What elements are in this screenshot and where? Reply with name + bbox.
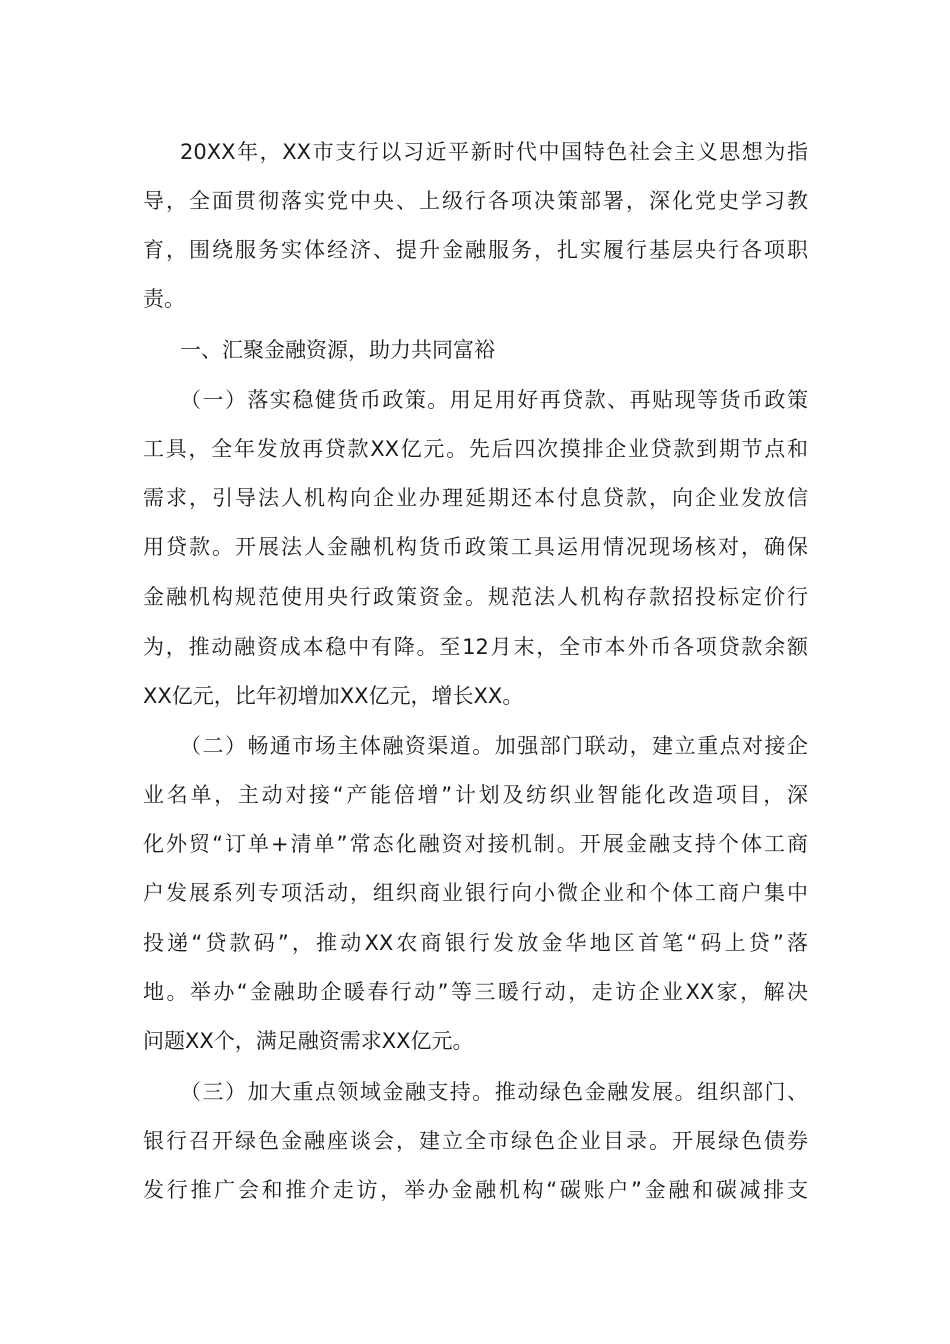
subsection-1-line: 为，推动融资成本稳中有降。至12月末，全市本外币各项贷款余额	[143, 635, 808, 659]
subsection-2-line: （二）畅通市场主体融资渠道。加强部门联动，建立重点对接企	[180, 734, 808, 758]
subsection-1-line: （一）落实稳健货币政策。用足用好再贷款、再贴现等货币政策	[180, 388, 808, 412]
intro-line: 责。	[143, 287, 185, 311]
section-heading: 一、汇聚金融资源，助力共同富裕	[180, 338, 495, 362]
subsection-2-line: 投递“贷款码”，推动XX农商银行发放金华地区首笔“码上贷”落	[143, 931, 808, 955]
subsection-2-line: 户发展系列专项活动，组织商业银行向小微企业和个体工商户集中	[143, 881, 808, 905]
subsection-3-line: 银行召开绿色金融座谈会，建立全市绿色企业目录。开展绿色债券	[143, 1129, 808, 1153]
subsection-3-line: 发行推广会和推介走访，举办金融机构“碳账户”金融和碳减排支	[143, 1178, 808, 1202]
subsection-1-line: 金融机构规范使用央行政策资金。规范法人机构存款招投标定价行	[143, 585, 808, 609]
subsection-2-line: 地。举办“金融助企暖春行动”等三暖行动，走访企业XX家，解决	[143, 980, 808, 1004]
subsection-2-line: 业名单，主动对接“产能倍增”计划及纺织业智能化改造项目，深	[143, 783, 808, 807]
subsection-1-line: 工具，全年发放再贷款XX亿元。先后四次摸排企业贷款到期节点和	[143, 437, 808, 461]
intro-line: 导，全面贯彻落实党中央、上级行各项决策部署，深化党史学习教	[143, 189, 808, 213]
subsection-2-line: 问题XX个，满足融资需求XX亿元。	[143, 1029, 474, 1053]
subsection-3-line: （三）加大重点领域金融支持。推动绿色金融发展。组织部门、	[180, 1080, 808, 1104]
subsection-1-line: 需求，引导法人机构向企业办理延期还本付息贷款，向企业发放信	[143, 486, 808, 510]
subsection-1-line: XX亿元，比年初增加XX亿元，增长XX。	[143, 684, 524, 708]
subsection-1-line: 用贷款。开展法人金融机构货币政策工具运用情况现场核对，确保	[143, 535, 808, 559]
intro-line: 20XX年，XX市支行以习近平新时代中国特色社会主义思想为指	[180, 140, 808, 164]
intro-line: 育，围绕服务实体经济、提升金融服务，扎实履行基层央行各项职	[143, 238, 808, 262]
subsection-2-line: 化外贸“订单+清单”常态化融资对接机制。开展金融支持个体工商	[143, 832, 808, 856]
